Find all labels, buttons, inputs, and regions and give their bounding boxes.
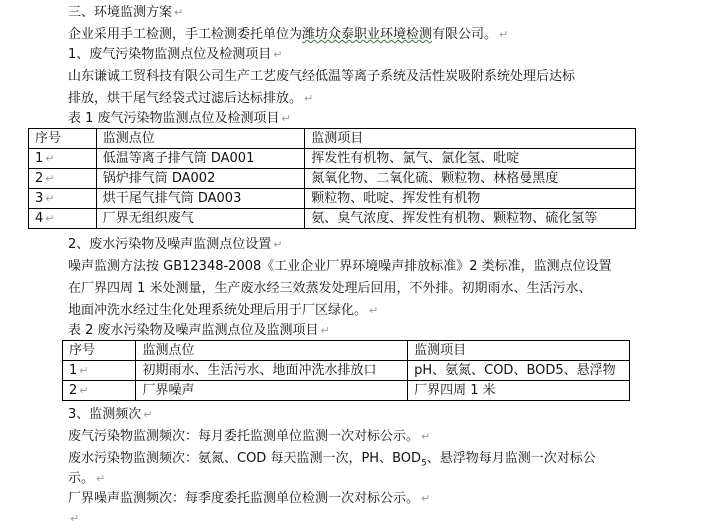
subsection-3-title: 3、监测频次 ↵ <box>68 407 153 422</box>
header-cell: 序号 <box>63 341 136 361</box>
table-row <box>29 189 636 209</box>
empty-paragraph: ↵ <box>70 512 80 525</box>
header-cell: 监测项目 <box>408 341 630 361</box>
table-row <box>29 149 636 169</box>
table-cell: 厂界无组织废气 <box>96 209 305 229</box>
table-2-caption: 表 2 废水污染物及噪声监测点位及监测项目 ↵ <box>68 323 330 338</box>
description-line-2: 排放，烘干尾气经袋式过滤后达标排放。 ↵ <box>68 91 314 106</box>
table-cell: 厂界噪声 <box>136 381 408 401</box>
header-cell: 监测项目 <box>305 129 636 149</box>
noise-paragraph-line-1: 噪声监测方法按 GB12348-2008《工业企业厂界环境噪声排放标准》2 类标准，监测点位设置 <box>68 259 612 274</box>
table-cell: 2 ↵ <box>29 169 97 189</box>
table-cell: 2 ↵ <box>63 381 136 401</box>
table-row <box>63 361 630 381</box>
table-cell: 氮氧化物、二氧化硫、颗粒物、林格曼黑度 <box>305 169 636 189</box>
noise-paragraph-line-3: 地面冲洗水经过生化处理系统处理后用于厂区绿化。 ↵ <box>68 303 379 318</box>
frequency-gas: 废气污染物监测频次：每月委托监测单位监测一次对标公示。 ↵ <box>68 429 431 444</box>
subsection-2-title: 2、废水污染物及噪声监测点位设置 ↵ <box>68 237 283 252</box>
frequency-water-line-1: 废水污染物监测频次：氨氮、COD 每天监测一次，PH、$BOD_5$、悬浮物每月监测一次对标公 <box>68 451 596 469</box>
header-cell: 监测点位 <box>136 341 408 361</box>
table-row <box>29 169 636 189</box>
company-name: 潍坊众泰职业环境检测 <box>302 27 433 42</box>
table-cell: 4 ↵ <box>29 209 97 229</box>
frequency-water-line-2: 示。 ↵ <box>68 471 106 486</box>
table-cell: 氨、臭气浓度、挥发性有机物、颗粒物、硫化氢等 <box>305 209 636 229</box>
table-cell: 挥发性有机物、氯气、氯化氢、吡啶 <box>305 149 636 169</box>
frequency-noise: 厂界噪声监测频次：每季度委托监测单位检测一次对标公示。 ↵ <box>68 491 431 506</box>
header-cell: 序号 <box>29 129 97 149</box>
table-cell: 锅炉排气筒 DA002 <box>96 169 305 189</box>
table-1-caption: 表 1 废气污染物监测点位及检测项目 ↵ <box>68 111 291 126</box>
subsection-1-title: 1、废气污染物监测点位及检测项目 ↵ <box>68 47 283 62</box>
table-header-row <box>29 129 636 149</box>
table-cell: 3 ↵ <box>29 189 97 209</box>
table-cell: 颗粒物、吡啶、挥发性有机物 <box>305 189 636 209</box>
section-title: 三、环境监测方案 ↵ <box>68 5 184 20</box>
table-cell: pH、氨氮、COD、BOD5、悬浮物 <box>408 361 630 381</box>
table-header-row <box>63 341 630 361</box>
table-cell: 低温等离子排气筒 DA001 <box>96 149 305 169</box>
table-row <box>63 381 630 401</box>
table-cell: 烘干尾气排气筒 DA003 <box>96 189 305 209</box>
table-2 <box>62 340 630 401</box>
table-cell: 初期雨水、生活污水、地面冲洗水排放口 <box>136 361 408 381</box>
noise-paragraph-line-2: 在厂界四周 1 米处测量，生产废水经三效蒸发处理后回用，不外排。初期雨水、生活污水、 <box>68 281 592 296</box>
table-row <box>29 209 636 229</box>
table-1 <box>28 128 636 229</box>
table-cell: 厂界四周 1 米 <box>408 381 630 401</box>
table-cell: 1 ↵ <box>29 149 97 169</box>
table-cell: 1 ↵ <box>63 361 136 381</box>
description-line-1: 山东谦诚工贸科技有限公司生产工艺废气经低温等离子系统及活性炭吸附系统处理后达标 <box>68 69 576 84</box>
header-cell: 监测点位 <box>96 129 305 149</box>
intro-paragraph: 企业采用手工检测，手工检测委托单位为潍坊众泰职业环境检测有限公司。 ↵ <box>68 27 509 42</box>
